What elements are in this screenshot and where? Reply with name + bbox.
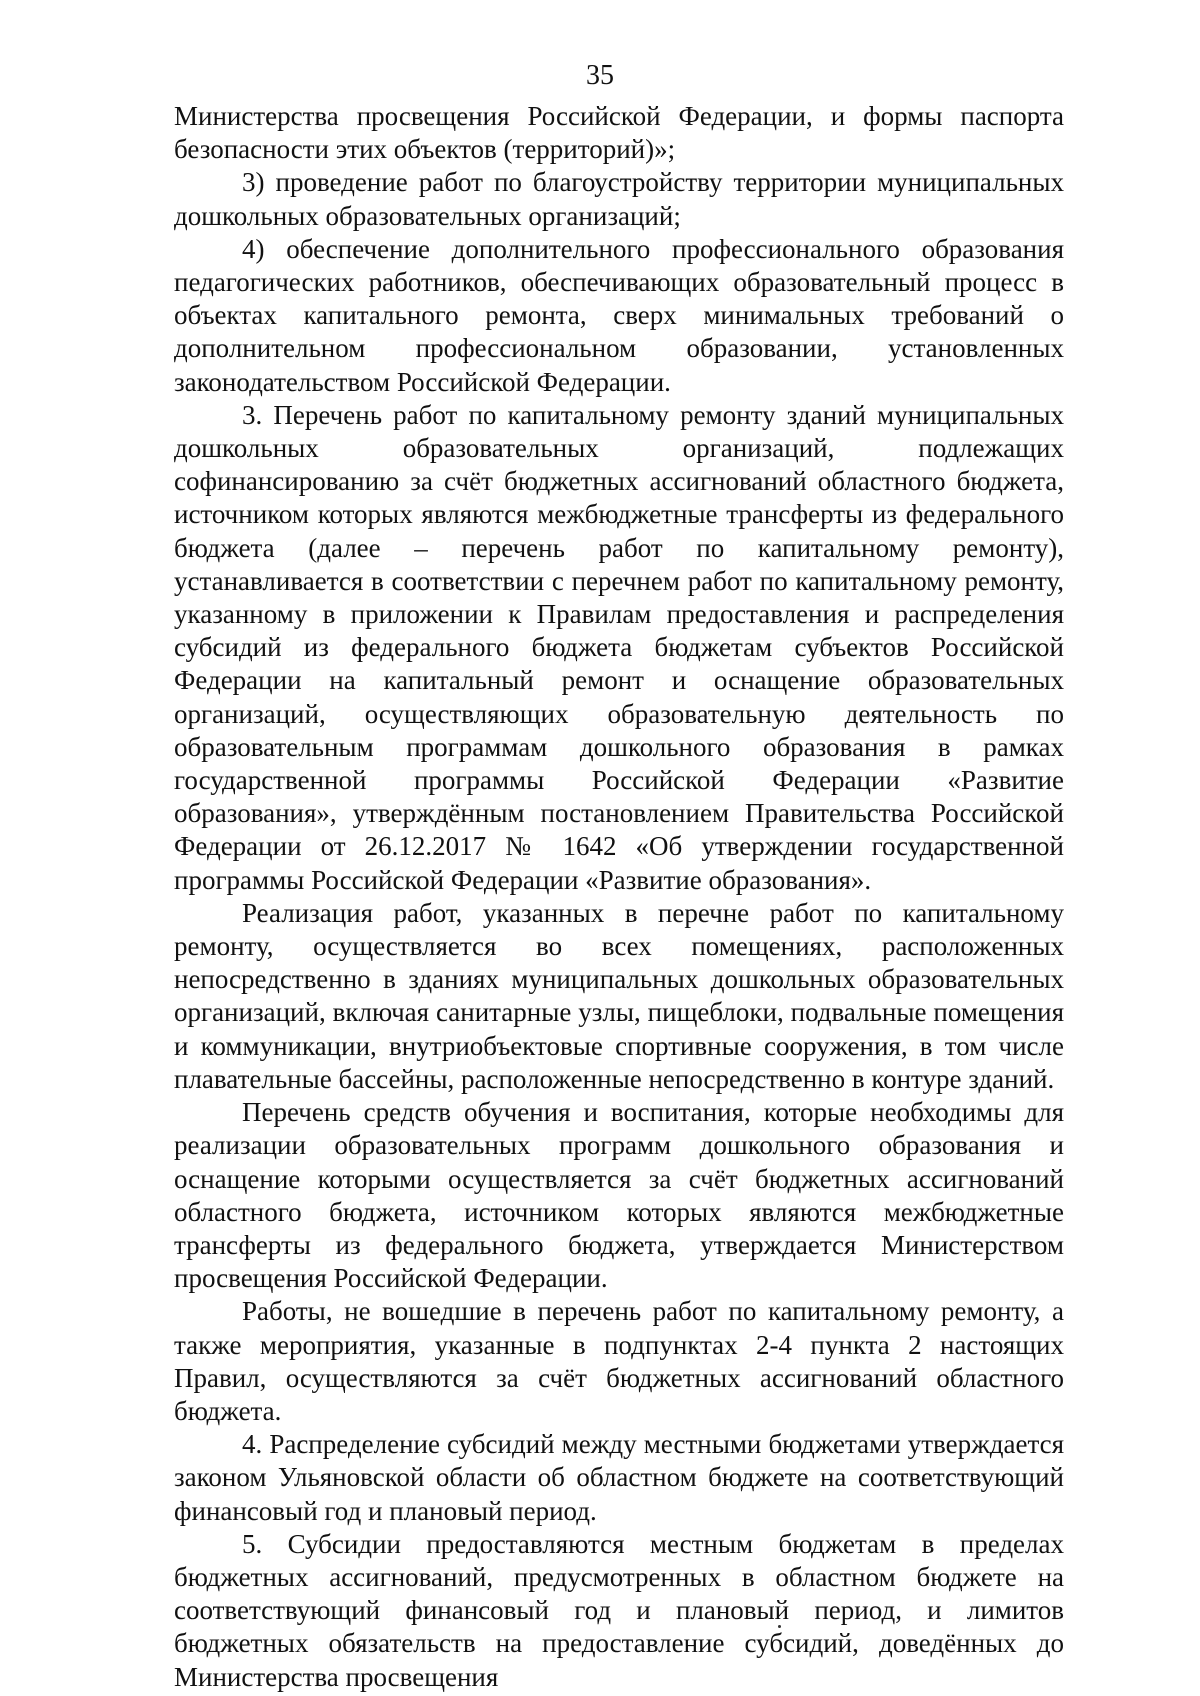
page-number: 35 [586, 60, 614, 91]
paragraph-equipment-list: Перечень средств обучения и воспитания, которые необходимы для реализации образовательных программ дошкольного образования и оснащение которыми осуществляется за счёт бюджетных ассигнований областного бюджета, источником которых являются межбюджетные трансферты из федерального бюджета, утверждается Министерством просвещения Российской Федерации. [174, 1097, 1064, 1294]
scan-speck [778, 1625, 781, 1628]
paragraph-section-3: 3. Перечень работ по капитальному ремонту зданий муниципальных дошкольных образовательных организаций, подлежащих софинансированию за счёт бюджетных ассигнований областного бюджета, источником которых являются межбюджетные трансферты из федерального бюджета (далее – перечень работ по капитальному ремонту), устанавливается в соответствии с перечнем работ по капитальному ремонту, указанному в приложении к Правилам предоставления и распределения субсидий из федерального бюджета бюджетам субъектов Российской Федерации на капитальный ремонт и оснащение образовательных организаций, осуществляющих образовательную деятельность по образовательным программам дошкольного образования в рамках государственной программы Российской Федерации «Развитие образования», утверждённым постановлением Правительства Российской Федерации от 26.12.2017 № 1642 «Об утверждении государственной программы Российской Федерации «Развитие образования». [174, 399, 1064, 895]
paragraph-section-5: 5. Субсидии предоставляются местным бюджетам в пределах бюджетных ассигнований, предусмотренных в областном бюджете на соответствующий финансовый год и плановый период, и лимитов бюджетных обязательств на предоставление субсидий, доведённых до Министерства просвещения [174, 1528, 1064, 1692]
paragraph-other-works: Работы, не вошедшие в перечень работ по капитальному ремонту, а также мероприятия, указанные в подпунктах 2-4 пункта 2 настоящих Правил, осуществляются за счёт бюджетных ассигнований областного бюджета. [174, 1296, 1064, 1426]
paragraph-section-4: 4. Распределение субсидий между местными бюджетами утверждается законом Ульяновской области об областном бюджете на соответствующий финансовый год и плановый период. [174, 1429, 1064, 1526]
paragraph-continuation: Министерства просвещения Российской Федерации, и формы паспорта безопасности этих объектов (территорий)»; [174, 101, 1064, 165]
document-body [174, 100, 1064, 1694]
paragraph-item-4: 4) обеспечение дополнительного профессионального образования педагогических работников, обеспечивающих образовательный процесс в объектах капитального ремонта, сверх минимальных требований о дополнительном профессиональном образовании, установленных законодательством Российской Федерации. [174, 233, 1064, 397]
paragraph-item-3: 3) проведение работ по благоустройству территории муниципальных дошкольных образовательных организаций; [174, 167, 1064, 231]
paragraph-works-implementation: Реализация работ, указанных в перечне работ по капитальному ремонту, осуществляется во всех помещениях, расположенных непосредственно в зданиях муниципальных дошкольных образовательных организаций, включая санитарные узлы, пищеблоки, подвальные помещения и коммуникации, внутриобъектовые спортивные сооружения, в том числе плавательные бассейны, расположенные непосредственно в контуре зданий. [174, 897, 1064, 1094]
